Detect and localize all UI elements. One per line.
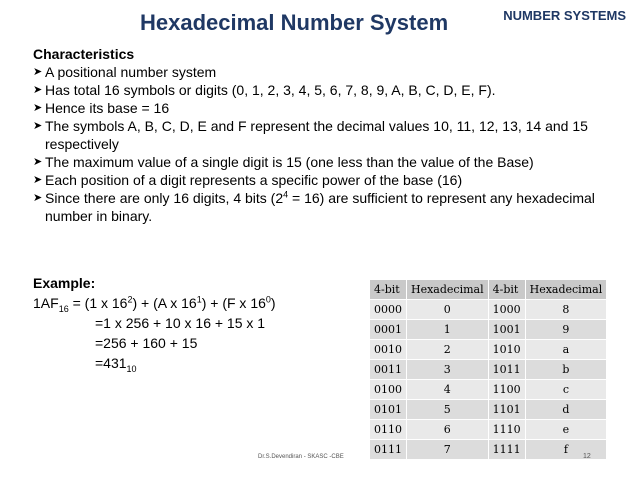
table-cell: e xyxy=(525,420,607,440)
table-row xyxy=(370,380,607,400)
expr-part: = (1 x 16 xyxy=(68,295,128,311)
table-cell: a xyxy=(525,340,607,360)
arrow-bullet-icon: ➤ xyxy=(33,102,43,114)
bullet-text-part: Since there are only 16 digits, 4 bits (2 xyxy=(45,190,284,206)
bullet-text-part: = 16) are sufficient to represent any hexadecimal number in binary. xyxy=(45,190,595,224)
bullet-text: The maximum value of a single digit is 15 (one less than the value of the Base) xyxy=(45,154,534,170)
table-cell: 1 xyxy=(407,320,489,340)
expr-part: ) xyxy=(270,295,276,311)
column-header: Hexadecimal xyxy=(525,280,607,300)
arrow-bullet-icon: ➤ xyxy=(33,66,43,78)
arrow-bullet-icon: ➤ xyxy=(33,120,43,132)
table-cell: d xyxy=(525,400,607,420)
table-cell: 4 xyxy=(407,380,489,400)
table-cell: 1010 xyxy=(488,340,525,360)
hex-conversion-table xyxy=(369,279,607,460)
bullet-text: The symbols A, B, C, D, E and F represent the decimal values 10, 11, 12, 13, 14 and 15 respectively xyxy=(45,118,588,152)
table-cell: 1100 xyxy=(488,380,525,400)
expr-part: ) + (A x 16 xyxy=(132,295,197,311)
result-value: =431 xyxy=(95,355,127,371)
bullet-text: Has total 16 symbols or digits (0, 1, 2, 3, 4, 5, 6, 7, 8, 9, A, B, C, D, E, F). xyxy=(45,82,496,98)
table-row xyxy=(370,300,607,320)
column-header: 4-bit xyxy=(370,280,407,300)
bullet-item xyxy=(33,189,613,225)
table-cell: 1101 xyxy=(488,400,525,420)
page-number: 12 xyxy=(583,453,591,460)
bullet-item xyxy=(33,171,613,189)
bullet-item xyxy=(33,117,613,153)
bullet-text xyxy=(45,190,595,224)
example-heading: Example: xyxy=(33,275,96,291)
table-cell: 8 xyxy=(525,300,607,320)
subscript: 10 xyxy=(126,363,137,374)
characteristics-section xyxy=(33,45,613,225)
table-cell: 0010 xyxy=(370,340,407,360)
table-cell: 0101 xyxy=(370,400,407,420)
hex-number: 1AF xyxy=(33,295,59,311)
bullet-item xyxy=(33,153,613,171)
table-cell: 0100 xyxy=(370,380,407,400)
table-row xyxy=(370,360,607,380)
column-header: Hexadecimal xyxy=(407,280,489,300)
superscript: 2 xyxy=(127,294,133,305)
section-label: NUMBER SYSTEMS xyxy=(503,8,626,23)
table-cell: 1011 xyxy=(488,360,525,380)
table-cell: 3 xyxy=(407,360,489,380)
arrow-bullet-icon: ➤ xyxy=(33,192,43,204)
superscript: 1 xyxy=(196,294,202,305)
table-row xyxy=(370,400,607,420)
arrow-bullet-icon: ➤ xyxy=(33,84,43,96)
example-line-4 xyxy=(33,353,276,373)
table-cell: f xyxy=(525,440,607,460)
arrow-bullet-icon: ➤ xyxy=(33,156,43,168)
superscript: 4 xyxy=(283,189,289,200)
slide-title: Hexadecimal Number System xyxy=(140,10,449,35)
superscript: 0 xyxy=(265,294,271,305)
table-cell: 5 xyxy=(407,400,489,420)
table-header-row xyxy=(370,280,607,300)
table-cell: 0 xyxy=(407,300,489,320)
table-cell: 6 xyxy=(407,420,489,440)
expr-part: ) + (F x 16 xyxy=(201,295,266,311)
table-cell: 0011 xyxy=(370,360,407,380)
characteristics-heading: Characteristics xyxy=(33,46,135,62)
table-row xyxy=(370,440,607,460)
bullet-item xyxy=(33,99,613,117)
table-cell: 0110 xyxy=(370,420,407,440)
bullet-item xyxy=(33,81,613,99)
table-cell: 1000 xyxy=(488,300,525,320)
arrow-bullet-icon: ➤ xyxy=(33,174,43,186)
bullet-item xyxy=(33,63,613,81)
table-cell: 1001 xyxy=(488,320,525,340)
subscript: 16 xyxy=(58,303,69,314)
column-header: 4-bit xyxy=(488,280,525,300)
example-line-2: =1 x 256 + 10 x 16 + 15 x 1 xyxy=(95,315,266,331)
example-section xyxy=(33,273,276,373)
example-line-1 xyxy=(33,293,276,313)
bullet-text: A positional number system xyxy=(45,64,217,80)
example-line-3: =256 + 160 + 15 xyxy=(95,335,198,351)
table-cell: 1111 xyxy=(488,440,525,460)
table-cell: 1110 xyxy=(488,420,525,440)
table-cell: 7 xyxy=(407,440,489,460)
bullet-text: Each position of a digit represents a specific power of the base (16) xyxy=(45,172,463,188)
table-row xyxy=(370,420,607,440)
table-cell: 0000 xyxy=(370,300,407,320)
table-cell: 2 xyxy=(407,340,489,360)
table-cell: c xyxy=(525,380,607,400)
table-cell: 0001 xyxy=(370,320,407,340)
table-row xyxy=(370,320,607,340)
table-row xyxy=(370,340,607,360)
footer-author: Dr.S.Devendiran - SKASC -CBE xyxy=(258,454,344,460)
bullet-text: Hence its base = 16 xyxy=(45,100,170,116)
table-cell: 0111 xyxy=(370,440,407,460)
table-cell: b xyxy=(525,360,607,380)
table-cell: 9 xyxy=(525,320,607,340)
